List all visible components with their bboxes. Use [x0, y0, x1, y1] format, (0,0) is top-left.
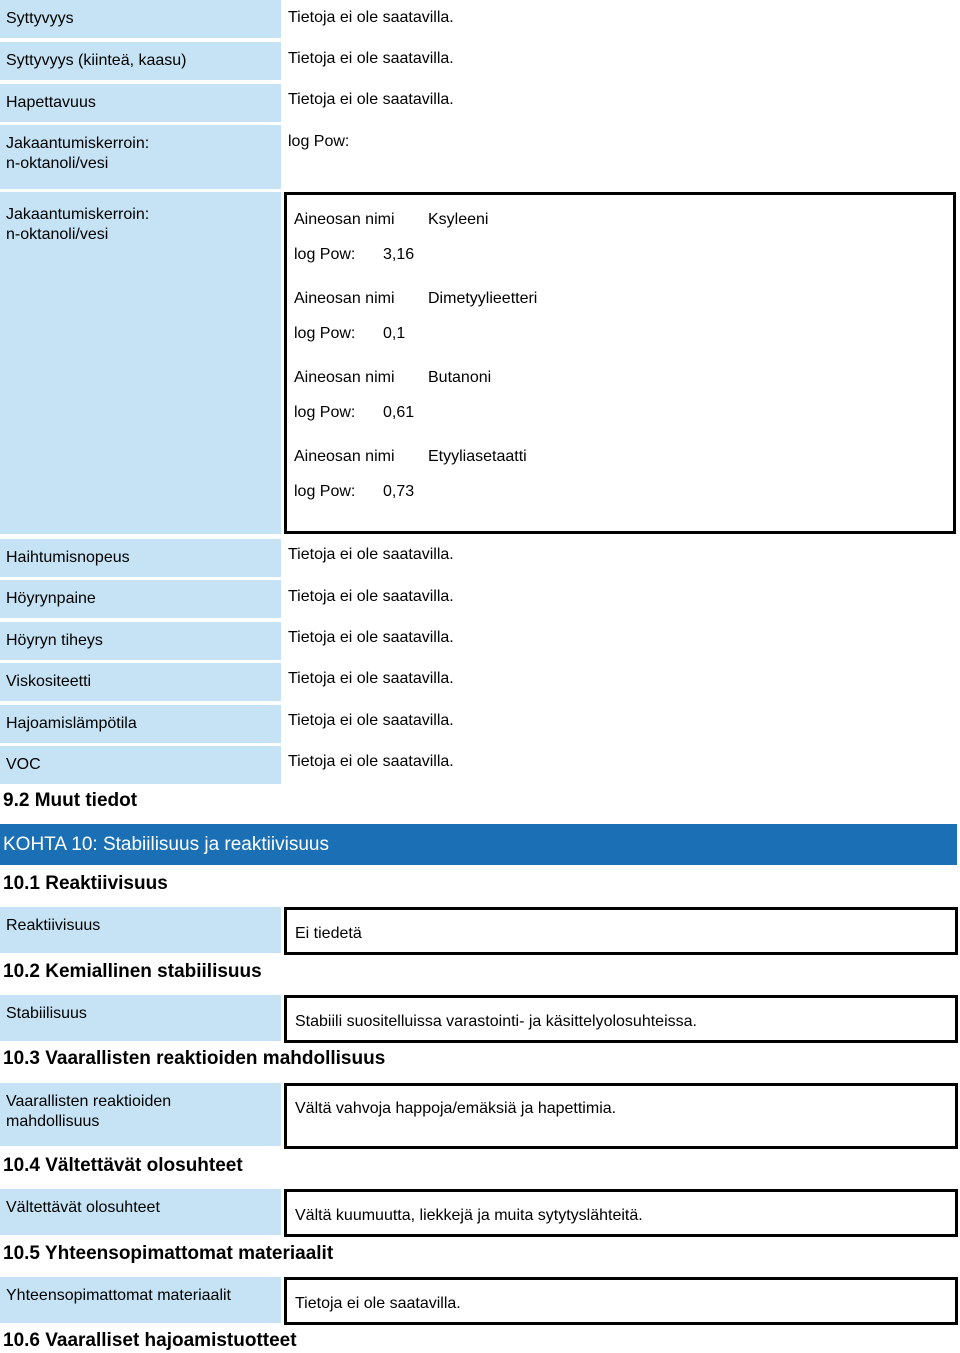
subsection-label: Vältettävät olosuhteet [0, 1189, 281, 1235]
logpow-label: log Pow: [294, 325, 356, 342]
logpow-label: log Pow: [294, 404, 356, 421]
logpow-value: 0,1 [383, 325, 406, 342]
property-value: log Pow: [288, 133, 350, 150]
property-value: Tietoja ei ole saatavilla. [288, 629, 454, 646]
logpow-label: log Pow: [294, 246, 356, 263]
property-label: Viskositeetti [0, 663, 281, 701]
subsection-value-box: Vältä vahvoja happoja/emäksiä ja hapettimia. [284, 1083, 958, 1149]
property-label: Höyrynpaine [0, 580, 281, 618]
property-value: Tietoja ei ole saatavilla. [288, 670, 454, 687]
property-value: Tietoja ei ole saatavilla. [288, 50, 454, 67]
property-label: Haihtumisnopeus [0, 539, 281, 577]
subsection-label: Yhteensopimattomat materiaalit [0, 1277, 281, 1323]
property-value: Tietoja ei ole saatavilla. [288, 546, 454, 563]
subsection-label: Stabiilisuus [0, 995, 281, 1041]
property-value: Tietoja ei ole saatavilla. [288, 9, 454, 26]
logpow-value: 3,16 [383, 246, 415, 263]
subsection-value-box: Stabiili suositelluissa varastointi- ja käsittelyolosuhteissa. [284, 995, 958, 1043]
ingredient-name: Ksyleeni [428, 211, 489, 228]
section-heading: 9.2 Muut tiedot [3, 790, 138, 811]
property-label: Jakaantumiskerroin: n-oktanoli/vesi [0, 125, 281, 189]
property-value: Tietoja ei ole saatavilla. [288, 91, 454, 108]
property-label: Höyryn tiheys [0, 622, 281, 660]
logpow-label: log Pow: [294, 483, 356, 500]
subsection-value-box: Tietoja ei ole saatavilla. [284, 1277, 958, 1325]
property-label: VOC [0, 746, 281, 784]
property-value: Tietoja ei ole saatavilla. [288, 588, 454, 605]
subsection-heading: 10.3 Vaarallisten reaktioiden mahdollisuus [3, 1048, 386, 1069]
property-label: Syttyvyys (kiinteä, kaasu) [0, 42, 281, 80]
subsection-label: Reaktiivisuus [0, 907, 281, 953]
subsection-heading: 10.5 Yhteensopimattomat materiaalit [3, 1243, 334, 1264]
ingredient-name-label: Aineosan nimi [294, 448, 395, 465]
property-label: Hapettavuus [0, 84, 281, 122]
subsection-heading: 10.2 Kemiallinen stabiilisuus [3, 961, 262, 982]
subsection-heading: 10.6 Vaaralliset hajoamistuotteet [3, 1330, 297, 1351]
property-label: Syttyvyys [0, 0, 281, 38]
partition-label: Jakaantumiskerroin: n-oktanoli/vesi [0, 192, 281, 534]
ingredient-name: Etyyliasetaatti [428, 448, 527, 465]
property-value: Tietoja ei ole saatavilla. [288, 753, 454, 770]
subsection-heading: 10.1 Reaktiivisuus [3, 873, 168, 894]
subsection-value-box: Vältä kuumuutta, liekkejä ja muita sytytyslähteitä. [284, 1189, 958, 1237]
subsection-label: Vaarallisten reaktioiden mahdollisuus [0, 1083, 281, 1146]
subsection-value-box: Ei tiedetä [284, 907, 958, 955]
property-value: Tietoja ei ole saatavilla. [288, 712, 454, 729]
logpow-value: 0,61 [383, 404, 415, 421]
logpow-value: 0,73 [383, 483, 415, 500]
ingredient-name-label: Aineosan nimi [294, 290, 395, 307]
ingredient-name-label: Aineosan nimi [294, 369, 395, 386]
ingredient-name-label: Aineosan nimi [294, 211, 395, 228]
property-label: Hajoamislämpötila [0, 705, 281, 743]
subsection-heading: 10.4 Vältettävät olosuhteet [3, 1155, 243, 1176]
ingredient-name: Dimetyylieetteri [428, 290, 538, 307]
section-banner: KOHTA 10: Stabiilisuus ja reaktiivisuus [0, 824, 957, 865]
ingredient-name: Butanoni [428, 369, 492, 386]
